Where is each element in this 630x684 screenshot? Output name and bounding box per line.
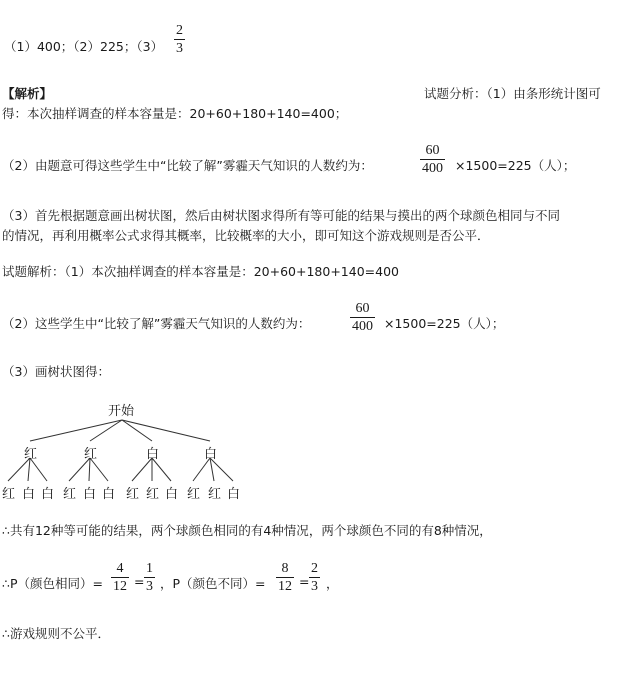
equals-sign: = <box>134 574 145 589</box>
tree-node-l1: 红 <box>84 447 98 462</box>
tree-leaf: 白 <box>227 487 241 502</box>
tree-leaf: 白 <box>22 487 36 502</box>
fraction-denominator: 12 <box>278 579 292 594</box>
probability-same-simplified <box>144 560 155 595</box>
probability-different-simplified <box>309 560 320 595</box>
tree-leaf: 白 <box>41 487 55 502</box>
fraction-numerator: 8 <box>276 560 294 578</box>
tree-root: 开始 <box>108 404 135 419</box>
analysis-step2-result: ×1500=225（人）； <box>455 158 576 173</box>
tree-leaf: 红 <box>2 487 16 502</box>
conclusion: ∴游戏规则不公平． <box>2 626 110 641</box>
fraction-denominator: 400 <box>352 319 373 334</box>
analysis-tag: 【解析】 <box>2 86 53 101</box>
analysis-line: 得：本次抽样调查的样本容量是：20+60+180+140=400； <box>2 106 348 121</box>
outcome-count: ∴共有12种等可能的结果，两个球颜色相同的有4种情况，两个球颜色不同的有8种情况， <box>2 523 492 538</box>
tree-leaf: 白 <box>83 487 97 502</box>
fraction-numerator: 60 <box>420 142 445 160</box>
fraction-denominator: 3 <box>146 579 153 594</box>
probability-same-fraction <box>111 560 129 595</box>
solution-step2: （2）这些学生中“比较了解”雾霾天气知识的人数约为： <box>2 316 311 331</box>
probability-same-label: ∴P（颜色相同）= <box>2 576 103 591</box>
tree-node-l1: 白 <box>204 447 218 462</box>
analysis-step2: （2）由题意可得这些学生中“比较了解”雾霾天气知识的人数约为： <box>2 158 373 173</box>
solution-step3: （3）画树状图得： <box>2 364 110 379</box>
tree-leaf: 红 <box>146 487 160 502</box>
solution-step2-result: ×1500=225（人）； <box>384 316 505 331</box>
fraction-numerator: 2 <box>311 561 318 576</box>
probability-different-fraction <box>276 560 294 595</box>
fraction-numerator: 1 <box>146 561 153 576</box>
fraction-denominator: 400 <box>422 161 443 176</box>
fraction-numerator: 60 <box>350 300 375 318</box>
tree-leaf: 白 <box>165 487 179 502</box>
fraction-denominator: 3 <box>176 41 183 56</box>
analysis-intro: 试题分析：（1）由条形统计图可 <box>424 86 601 101</box>
equals-sign: = <box>299 574 310 589</box>
tree-leaf: 红 <box>208 487 222 502</box>
tree-leaf: 红 <box>187 487 201 502</box>
tree-node-l1: 白 <box>146 447 160 462</box>
fraction-denominator: 12 <box>113 579 127 594</box>
fraction-denominator: 3 <box>311 579 318 594</box>
tree-leaf: 白 <box>102 487 116 502</box>
solution-step1: 试题解析：（1）本次抽样调查的样本容量是：20+60+180+140=400 <box>2 264 399 279</box>
answer-line: （1）400；（2）225；（3） <box>4 39 164 54</box>
tree-leaf: 红 <box>126 487 140 502</box>
probability-line-end: ， <box>326 576 339 591</box>
tree-node-l1: 红 <box>24 447 38 462</box>
probability-different-label: ，P（颜色不同）= <box>160 576 266 591</box>
fraction-numerator: 4 <box>111 560 129 578</box>
analysis-step3-line1: （3）首先根据题意画出树状图，然后由树状图求得所有等可能的结果与摸出的两个球颜色相同与不同 <box>2 208 560 223</box>
analysis-step3-line2: 的情况，再利用概率公式求得其概率，比较概率的大小，即可知这个游戏规则是否公平． <box>2 228 490 243</box>
fraction-numerator: 2 <box>176 23 183 38</box>
tree-leaf: 红 <box>63 487 77 502</box>
